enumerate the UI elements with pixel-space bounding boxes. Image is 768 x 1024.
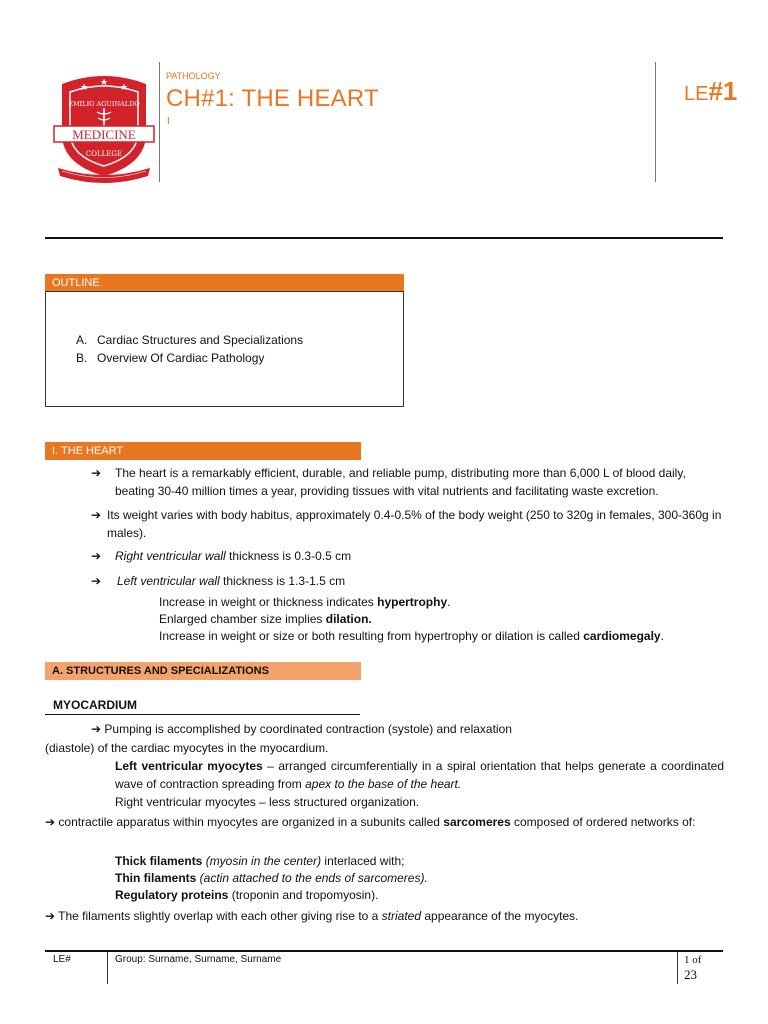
rv-wall-value: thickness is 0.3-0.5 cm [225, 549, 352, 563]
regulatory-proteins-line [115, 886, 378, 904]
outline-marker: B. [76, 351, 88, 365]
note-text: . [447, 595, 451, 609]
lecture-number [684, 76, 737, 107]
rv-wall-term: Right ventricular wall [115, 549, 226, 563]
subject-label: PATHOLOGY [166, 71, 221, 81]
outline-item-b [76, 349, 264, 367]
header-rule [45, 237, 723, 239]
header-divider-left [159, 62, 160, 182]
note-dilation [159, 610, 372, 628]
thin-term: Thin filaments [115, 871, 197, 885]
lv-myocytes-italic: apex to the base of the heart. [305, 777, 462, 791]
svg-text:MEDICINE: MEDICINE [72, 127, 136, 142]
outline-item-a [76, 331, 303, 349]
outline-heading: OUTLINE [45, 274, 404, 292]
note-term: cardiomegaly [583, 629, 661, 643]
note-cardiomegaly [159, 627, 664, 645]
pumping-line-1 [91, 720, 512, 738]
contractile-text: contractile apparatus within myocytes are organized in a subunits called [58, 815, 444, 829]
pumping-line-2: (diastole) of the cardiac myocytes in the myocardium. [45, 741, 329, 755]
section-heading-structures: A. STRUCTURES AND SPECIALIZATIONS [45, 662, 361, 680]
right-arrow-icon: ➔ [91, 466, 102, 480]
svg-text:EMILIO AGUINALDO: EMILIO AGUINALDO [68, 100, 140, 108]
contractile-paragraph [45, 813, 724, 831]
chapter-title: CH#1: THE HEART [166, 85, 379, 112]
thick-filaments-line [115, 852, 404, 870]
overlap-line [45, 907, 578, 925]
weight-paragraph: Its weight varies with body habitus, approximately 0.4-0.5% of the body weight (250 to 320g in females, 300-360g in males). [107, 508, 722, 540]
lecture-prefix: LE [684, 83, 709, 105]
right-arrow-icon: ➔ [91, 508, 102, 522]
svg-text:★: ★ [80, 83, 89, 93]
outline-marker: A. [76, 333, 88, 347]
right-arrow-icon: ➔ [45, 815, 59, 829]
overlap-italic: striated [381, 909, 422, 923]
thick-text: interlaced with; [321, 854, 405, 868]
note-term: hypertrophy [377, 595, 448, 609]
lv-myocytes-text: – arranged circumferentially in a spiral orientation that helps generate a coordinated wave of contraction spreading from [115, 759, 724, 791]
contractile-text: composed of ordered networks of: [510, 815, 696, 829]
footer-divider [107, 952, 108, 984]
thick-italic: (myosin in the center) [202, 854, 322, 868]
rv-wall-line [115, 547, 351, 565]
note-text: Increase in weight or size or both resulting from hypertrophy or dilation is called [159, 629, 584, 643]
note-text: . [660, 629, 664, 643]
thin-filaments-line [115, 869, 428, 887]
regulatory-text: (troponin and tropomyosin). [228, 888, 379, 902]
pumping-text: Pumping is accomplished by coordinated contraction (systole) and relaxation [104, 722, 512, 736]
outline-item-text: Overview Of Cardiac Pathology [97, 351, 265, 365]
lv-wall-line [117, 572, 345, 590]
college-crest-logo [52, 72, 156, 190]
lv-wall-term: Left ventricular wall [117, 574, 220, 588]
overlap-text: appearance of the myocytes. [421, 909, 579, 923]
right-arrow-icon: ➔ [91, 722, 105, 736]
svg-text:★: ★ [100, 78, 109, 88]
footer-group: Group: Surname, Surname, Surname [115, 954, 282, 965]
subheading-underline [45, 714, 360, 715]
subheading-myocardium: MYOCARDIUM [53, 698, 137, 712]
right-arrow-icon: ➔ [45, 909, 59, 923]
lv-myocytes-term: Left ventricular myocytes [115, 759, 263, 773]
title-mark: I [167, 116, 170, 127]
svg-text:★: ★ [120, 83, 129, 93]
thin-italic: (actin attached to the ends of sarcomeres). [196, 871, 428, 885]
footer-page-total: 23 [684, 967, 697, 982]
regulatory-term: Regulatory proteins [115, 888, 229, 902]
sarcomeres-term: sarcomeres [443, 815, 511, 829]
header-divider-right [655, 62, 656, 182]
note-hypertrophy [159, 593, 450, 611]
thick-term: Thick filaments [115, 854, 203, 868]
footer-rule [45, 950, 723, 952]
overlap-text: The filaments slightly overlap with each other giving rise to a [58, 909, 382, 923]
right-arrow-icon: ➔ [91, 549, 102, 563]
footer-divider [677, 952, 678, 984]
outline-item-text: Cardiac Structures and Specializations [97, 333, 304, 347]
footer-page-of: 1 of [684, 954, 702, 966]
right-arrow-icon: ➔ [91, 574, 102, 588]
note-text: Enlarged chamber size implies [159, 612, 326, 626]
note-text: Increase in weight or thickness indicates [159, 595, 378, 609]
rv-myocytes-line: Right ventricular myocytes – less structured organization. [115, 795, 420, 809]
lv-wall-value: thickness is 1.3-1.5 cm [219, 574, 346, 588]
lecture-number-value: #1 [708, 76, 738, 106]
note-term: dilation. [325, 612, 372, 626]
svg-text:COLLEGE: COLLEGE [85, 150, 123, 158]
section-heading-heart: I. THE HEART [45, 442, 361, 460]
lv-myocytes-paragraph [115, 757, 724, 793]
footer-le: LE# [53, 954, 71, 965]
heart-paragraph: The heart is a remarkably efficient, durable, and reliable pump, distributing more than 6,000 L of blood daily, beating 30-40 million times a year, providing tissues with vital nutrients and facilitating waste excretion. [115, 466, 686, 498]
